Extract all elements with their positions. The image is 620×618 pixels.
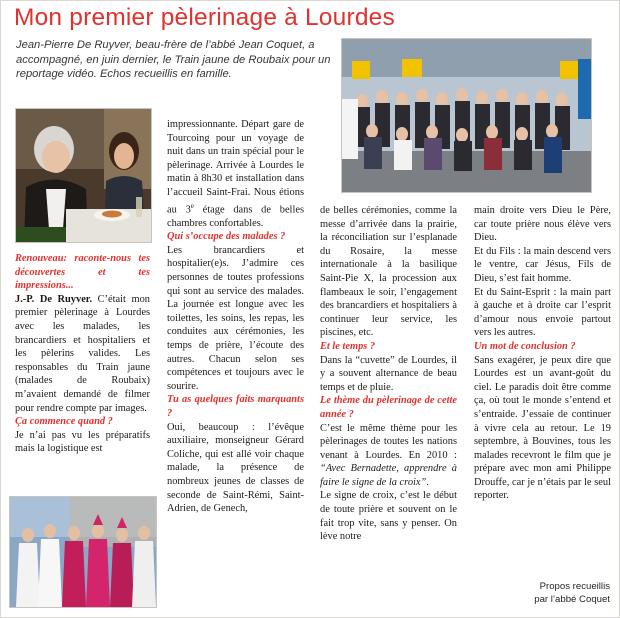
question-renouveau: Renouveau: raconte-nous tes découvertes et tes impressions...	[15, 253, 150, 292]
question-start: Ça commence quand ?	[15, 416, 113, 428]
answer-who-cares: Les brancardiers et hospitalier(e)s. J’admire ces personnes de toutes professions qui sont au service des malades. La journée est longue avec les toilettes, les soins, les repas, les conduites aux cérémonies, les temps de prière, l’écoute des autres. Chacun selon ses compétences et toujours avec le sourire.	[167, 244, 304, 392]
theme-quote: “Avec Bernadette, apprendre à faire le signe de la croix”	[320, 463, 457, 488]
answer-weather: Dans la “cuvette” de Lourdes, il y a souvent alternance de beau temps et de pluie.	[320, 354, 457, 393]
signature-line-1: Propos recueillis	[539, 581, 610, 592]
question-weather: Et le temps ?	[320, 340, 376, 352]
answer-theme: C’est le même thème pour les pèlerinages de toutes les nations venant à Lourdes. En 2010 :	[320, 422, 457, 461]
answer-ceremonies: de belles cérémonies, comme la messe d’arrivée dans la prairie, la réconciliation sur l’esplanade du Rosaire, la messe internationale à la basilique Saint-Pie X, la procession aux flambeaux le soir, l’engagement des brancardiers et hospitaliers à continuer leur service, les piscines, etc.	[320, 205, 457, 339]
signature-line-2: par l’abbé Coquet	[534, 594, 610, 605]
question-conclusion: Un mot de conclusion ?	[474, 340, 576, 352]
photo-dinner-table	[15, 108, 152, 243]
superscript-e: e	[190, 201, 194, 210]
column-4	[474, 204, 611, 503]
column-2	[167, 118, 304, 516]
question-highlights: Tu as quelques faits marquants ?	[167, 394, 304, 419]
answer-conclusion: Sans exagérer, je peux dire que Lourdes est un avant-goût du ciel. Le paradis doit être comme ça, où tout le monde s’entend et s’entraide. J’essaie de continuer à vivre cela au retour. Le 19 septembre, à Bouvines, tous les malades recevront le film que je prépare avec mon ami Philippe Drouffe, car je n’étais par le seul reporter.	[474, 354, 611, 502]
answer-travel-end: étage dans de belles chambres confortables.	[167, 204, 304, 229]
answer-highlights: Oui, beaucoup : l’évêque auxiliaire, monseigneur Gérard Coliche, qui est allé voir chaque malade, la présence de nombreux jeunes de classes de seconde de Saint-Rémi, Saint-Adrien, de Genech,	[167, 421, 304, 515]
photo-bishops-procession	[9, 496, 157, 608]
signature	[486, 580, 610, 606]
answer-father: main droite vers Dieu le Père, car toute prière nous élève vers Dieu.	[474, 205, 611, 244]
answer-travel: impressionnante. Départ gare de Tourcoing pour un voyage de nuit dans un train spécial pour le pèlerinage. Arrivée à Lourdes le matin à 8h30 et installation dans l’accueil Saint-Frai. Nous étions au 3	[167, 119, 304, 216]
answer-sign-of-cross: Le signe de croix, c’est le début de toute prière et souvent on le fait trop vite, sans y penser. On lève notre	[320, 490, 457, 543]
answer-holy-spirit: Et du Saint-Esprit : la main part à gauche et à droite car l’esprit d’amour nous envoie partout vers les autres.	[474, 286, 611, 339]
answer-first-pilgrimage: C’était mon premier pèlerinage à Lourdes avec les malades, les brancardiers et hospitaliers et les pèlerins valides. Les responsables du Train jaune (malades de Roubaix) m’avaient demandé de filmer pour rendre compte par images.	[15, 293, 150, 414]
question-who-cares: Qui s’occupe des malades ?	[167, 231, 286, 243]
article-title: Mon premier pèlerinage à Lourdes	[14, 4, 395, 31]
answer-theme-end: .	[426, 476, 429, 488]
photo-group-pilgrims	[341, 38, 592, 193]
article-intro: Jean-Pierre De Ruyver, beau-frère de l’abbé Jean Coquet, a accompagné, en juin dernier, le Train jaune de Roubaix pour un reportage vidéo. Echos recueillis en famille.	[16, 39, 331, 80]
answer-start: Je n’ai pas vu les préparatifs mais la logistique est	[15, 429, 150, 455]
question-theme: Le thème du pèlerinage de cette année ?	[320, 395, 457, 420]
column-1	[15, 252, 150, 456]
answer-son: Et du Fils : la main descend vers le ventre, car Jésus, Fils de Dieu, s’est fait homme.	[474, 245, 611, 284]
speaker-name: J.-P. De Ruyver.	[15, 293, 93, 305]
column-3	[320, 204, 457, 544]
